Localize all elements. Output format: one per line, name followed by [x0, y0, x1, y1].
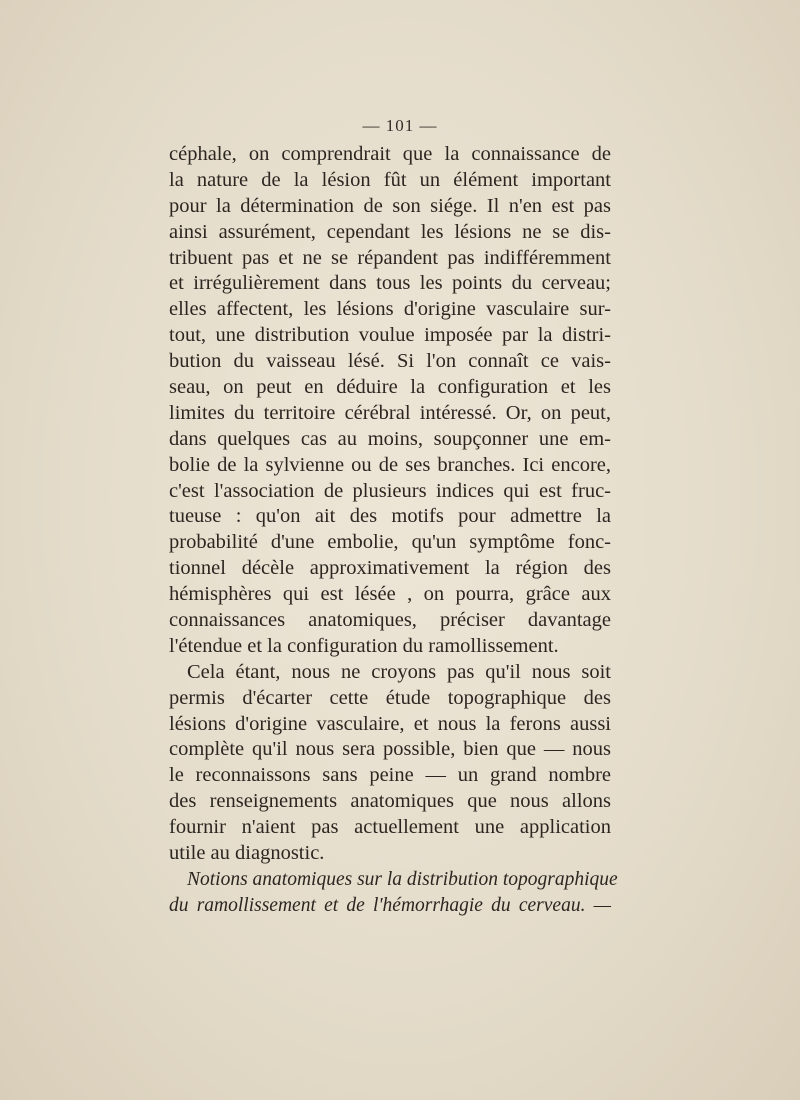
text-line: des renseignements anatomiques que nous allons	[169, 790, 611, 813]
text-line: l'étendue et la configuration du ramollissement.	[169, 634, 559, 657]
text-line: pour la détermination de son siége. Il n'en est pas	[169, 194, 611, 217]
text-line: probabilité d'une embolie, qu'un symptôme fonc-	[169, 531, 611, 554]
text-line: utile au diagnostic.	[169, 842, 325, 865]
text-line: elles affectent, les lésions d'origine vasculaire sur-	[169, 298, 611, 321]
text-line: fournir n'aient pas actuellement une application	[169, 816, 611, 839]
text-line: tueuse : qu'on ait des motifs pour admettre la	[169, 505, 611, 528]
text-line: lésions d'origine vasculaire, et nous la ferons aussi	[169, 712, 611, 735]
text-line: Cela étant, nous ne croyons pas qu'il nous soit	[187, 660, 611, 683]
text-line: tribuent pas et ne se répandent pas indifféremment	[169, 246, 611, 269]
text-line: hémisphères qui est lésée , on pourra, grâce aux	[169, 583, 611, 606]
text-line: limites du territoire cérébral intéressé. Or, on peut,	[169, 401, 611, 424]
text-line: et irrégulièrement dans tous les points du cerveau;	[169, 272, 611, 295]
body-text	[169, 142, 618, 919]
text-line: connaissances anatomiques, préciser davantage	[169, 609, 611, 632]
text-line: bution du vaisseau lésé. Si l'on connaît ce vais-	[169, 350, 611, 373]
text-line: complète qu'il nous sera possible, bien que — nous	[169, 738, 611, 761]
text-line: ainsi assurément, cependant les lésions ne se dis-	[169, 220, 611, 243]
text-line: tout, une distribution voulue imposée par la distri-	[169, 324, 611, 347]
text-line: céphale, on comprendrait que la connaissance de	[169, 143, 611, 165]
text-line: le reconnaissons sans peine — un grand nombre	[169, 764, 611, 787]
text-line: bolie de la sylvienne ou de ses branches. Ici encore,	[169, 453, 611, 476]
text-line: c'est l'association de plusieurs indices qui est fruc-	[169, 479, 611, 502]
section-heading-line: Notions anatomiques sur la distribution topographique	[187, 868, 618, 890]
text-line: la nature de la lésion fût un élément important	[169, 168, 611, 191]
section-heading-line: du ramollissement et de l'hémorrhagie du cerveau. —	[169, 894, 611, 916]
text-line: dans quelques cas au moins, soupçonner une em-	[169, 427, 611, 450]
text-line: tionnel décèle approximativement la région des	[169, 557, 611, 580]
text-line: permis d'écarter cette étude topographique des	[169, 686, 611, 709]
page-number: — 101 —	[362, 116, 438, 135]
text-line: seau, on peut en déduire la configuration et les	[169, 376, 611, 399]
